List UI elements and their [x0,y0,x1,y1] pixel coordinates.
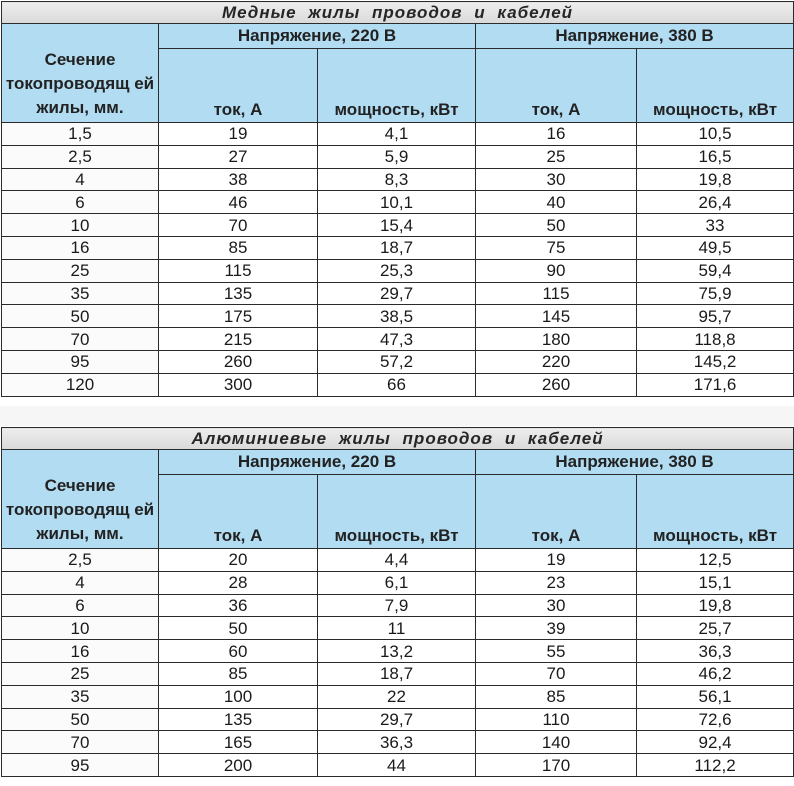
current-220-cell: 38 [159,168,318,191]
voltage-380-header: Напряжение, 380 В [476,450,794,475]
current-220-cell: 100 [159,685,318,708]
power-220-cell: 18,7 [318,236,476,259]
section-cell: 95 [2,754,159,777]
power-220-cell: 57,2 [318,350,476,373]
power-220-header: мощность, кВт [318,475,476,549]
power-380-cell: 56,1 [637,685,794,708]
current-380-cell: 30 [476,594,637,617]
section-cell: 4 [2,571,159,594]
power-220-cell: 22 [318,685,476,708]
power-380-header: мощность, кВт [637,49,794,123]
power-220-cell: 18,7 [318,662,476,685]
current-380-cell: 115 [476,282,637,305]
power-380-cell: 118,8 [637,328,794,351]
voltage-220-header: Напряжение, 220 В [159,450,476,475]
power-380-cell: 49,5 [637,236,794,259]
power-220-cell: 25,3 [318,259,476,282]
current-220-cell: 28 [159,571,318,594]
power-380-cell: 46,2 [637,662,794,685]
power-380-cell: 33 [637,214,794,237]
current-220-cell: 215 [159,328,318,351]
power-380-cell: 10,5 [637,123,794,146]
power-220-cell: 47,3 [318,328,476,351]
section-cell: 35 [2,685,159,708]
section-cell: 10 [2,214,159,237]
power-220-cell: 4,4 [318,549,476,572]
current-220-cell: 300 [159,373,318,396]
power-380-cell: 19,8 [637,168,794,191]
current-220-cell: 36 [159,594,318,617]
table-row [2,617,794,640]
section-header: Сечение токопроводящ ей жилы, мм. [2,450,159,549]
section-cell: 2,5 [2,549,159,572]
table-row [2,731,794,754]
power-380-header: мощность, кВт [637,475,794,549]
aluminum-table-title: Алюминиевые жилы проводов и кабелей [2,428,794,450]
power-380-cell: 25,7 [637,617,794,640]
power-220-cell: 8,3 [318,168,476,191]
power-220-cell: 29,7 [318,282,476,305]
current-220-cell: 50 [159,617,318,640]
current-220-cell: 20 [159,549,318,572]
current-380-cell: 40 [476,191,637,214]
voltage-220-header: Напряжение, 220 В [159,24,476,49]
section-cell: 10 [2,617,159,640]
power-380-cell: 171,6 [637,373,794,396]
current-220-cell: 200 [159,754,318,777]
section-cell: 2,5 [2,145,159,168]
power-380-cell: 19,8 [637,594,794,617]
current-220-cell: 175 [159,305,318,328]
section-cell: 16 [2,640,159,663]
current-220-cell: 135 [159,708,318,731]
power-380-cell: 15,1 [637,571,794,594]
table-row [2,236,794,259]
power-220-cell: 6,1 [318,571,476,594]
current-220-cell: 135 [159,282,318,305]
current-220-cell: 60 [159,640,318,663]
current-380-cell: 16 [476,123,637,146]
power-380-cell: 12,5 [637,549,794,572]
power-220-cell: 11 [318,617,476,640]
power-380-cell: 95,7 [637,305,794,328]
power-380-cell: 26,4 [637,191,794,214]
table-row [2,305,794,328]
current-380-cell: 170 [476,754,637,777]
current-380-cell: 85 [476,685,637,708]
power-220-cell: 36,3 [318,731,476,754]
section-cell: 25 [2,259,159,282]
table-row [2,549,794,572]
current-380-cell: 220 [476,350,637,373]
table-row [2,708,794,731]
power-380-cell: 72,6 [637,708,794,731]
section-header: Сечение токопроводящ ей жилы, мм. [2,24,159,123]
table-row [2,259,794,282]
section-cell: 4 [2,168,159,191]
section-cell: 120 [2,373,159,396]
current-380-cell: 23 [476,571,637,594]
table-row [2,145,794,168]
table-row [2,373,794,396]
power-220-cell: 29,7 [318,708,476,731]
current-220-cell: 260 [159,350,318,373]
current-220-cell: 85 [159,662,318,685]
power-380-cell: 112,2 [637,754,794,777]
power-220-cell: 5,9 [318,145,476,168]
table-row [2,640,794,663]
current-380-cell: 70 [476,662,637,685]
current-380-cell: 145 [476,305,637,328]
table-row [2,350,794,373]
copper-table [1,1,794,397]
current-380-cell: 140 [476,731,637,754]
table-row [2,214,794,237]
table-row [2,594,794,617]
table-row [2,754,794,777]
power-220-cell: 4,1 [318,123,476,146]
copper-table-body [2,123,794,397]
current-220-header: ток, А [159,49,318,123]
current-220-header: ток, А [159,475,318,549]
current-220-cell: 27 [159,145,318,168]
current-380-cell: 19 [476,549,637,572]
current-380-cell: 90 [476,259,637,282]
aluminum-table-body [2,549,794,777]
table-separator [0,406,794,426]
section-cell: 6 [2,594,159,617]
table-row [2,662,794,685]
current-380-header: ток, А [476,49,637,123]
power-380-cell: 16,5 [637,145,794,168]
section-cell: 6 [2,191,159,214]
table-row [2,571,794,594]
power-220-cell: 13,2 [318,640,476,663]
table-row [2,168,794,191]
power-220-cell: 66 [318,373,476,396]
current-380-cell: 30 [476,168,637,191]
current-380-cell: 110 [476,708,637,731]
power-220-cell: 44 [318,754,476,777]
section-cell: 50 [2,305,159,328]
copper-table-title: Медные жилы проводов и кабелей [2,2,794,24]
table-row [2,191,794,214]
power-380-cell: 36,3 [637,640,794,663]
current-380-cell: 75 [476,236,637,259]
power-380-cell: 75,9 [637,282,794,305]
current-220-cell: 70 [159,214,318,237]
current-380-cell: 55 [476,640,637,663]
section-cell: 35 [2,282,159,305]
power-380-cell: 59,4 [637,259,794,282]
section-cell: 70 [2,731,159,754]
current-220-cell: 115 [159,259,318,282]
voltage-380-header: Напряжение, 380 В [476,24,794,49]
current-380-cell: 39 [476,617,637,640]
power-380-cell: 145,2 [637,350,794,373]
aluminum-table [1,427,794,777]
section-cell: 50 [2,708,159,731]
current-380-cell: 180 [476,328,637,351]
section-cell: 70 [2,328,159,351]
table-row [2,123,794,146]
current-220-cell: 165 [159,731,318,754]
power-380-cell: 92,4 [637,731,794,754]
current-380-header: ток, А [476,475,637,549]
section-cell: 16 [2,236,159,259]
power-220-cell: 7,9 [318,594,476,617]
table-row [2,685,794,708]
current-220-cell: 85 [159,236,318,259]
power-220-cell: 38,5 [318,305,476,328]
power-220-cell: 15,4 [318,214,476,237]
current-380-cell: 260 [476,373,637,396]
current-380-cell: 50 [476,214,637,237]
power-220-cell: 10,1 [318,191,476,214]
table-row [2,328,794,351]
section-cell: 95 [2,350,159,373]
section-cell: 1,5 [2,123,159,146]
section-cell: 25 [2,662,159,685]
current-380-cell: 25 [476,145,637,168]
table-row [2,282,794,305]
current-220-cell: 46 [159,191,318,214]
current-220-cell: 19 [159,123,318,146]
power-220-header: мощность, кВт [318,49,476,123]
